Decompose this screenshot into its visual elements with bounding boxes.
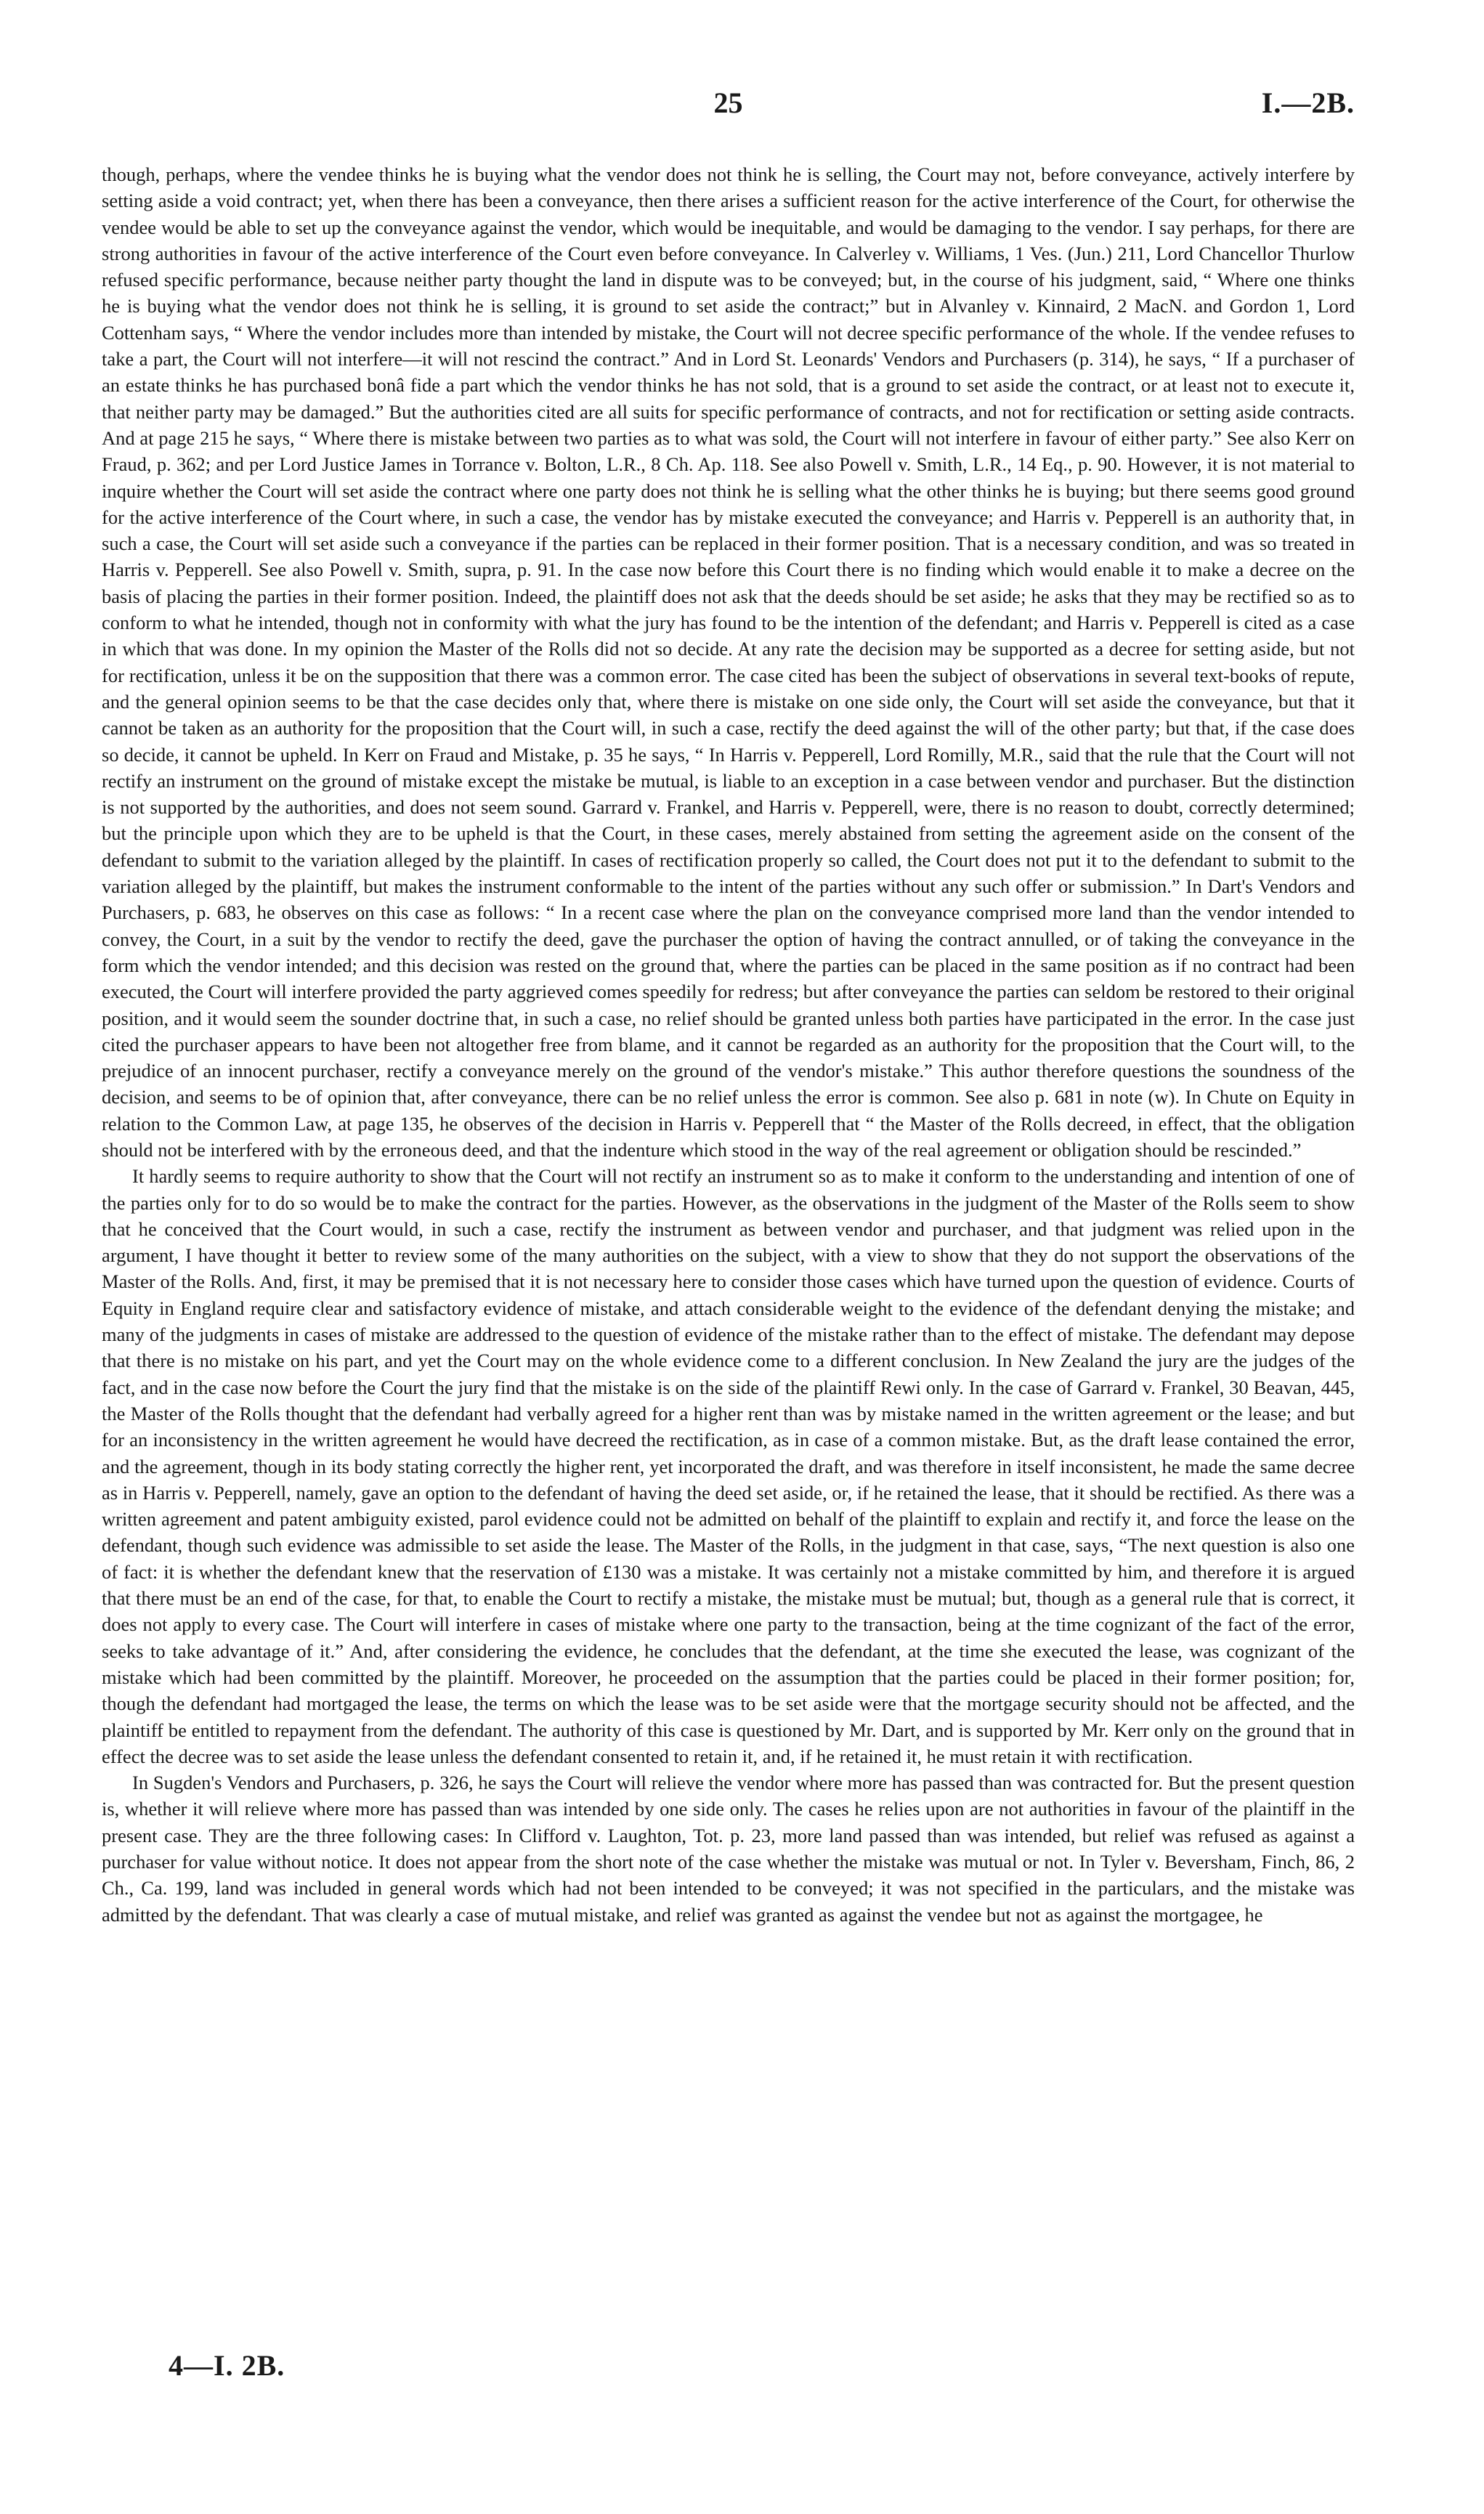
- paragraph-1: though, perhaps, where the vendee thinks he is buying what the vendor does not think he is selling, the Court may not, before conveyance, actively interfere by setting aside a void contract; yet, when there has been a conveyance, then there arises a sufficient reason for the active interference of the Court, for otherwise the vendee would be able to set up the conveyance against the vendor, which would be inequitable, and would be damaging to the vendor. I say perhaps, for there are strong authorities in favour of the active interference of the Court even before conveyance. In Calverley v. Williams, 1 Ves. (Jun.) 211, Lord Chancellor Thurlow refused specific performance, because neither party thought the land in dispute was to be conveyed; but, in the course of his judgment, said, “ Where one thinks he is buying what the vendor does not think he is selling, it is ground to set aside the contract;” but in Alvanley v. Kinnaird, 2 MacN. and Gordon 1, Lord Cottenham says, “ Where the vendor includes more than intended by mistake, the Court will not decree specific performance of the whole. If the vendee refuses to take a part, the Court will not interfere—it will not rescind the contract.” And in Lord St. Leonards' Vendors and Purchasers (p. 314), he says, “ If a purchaser of an estate thinks he has purchased bonâ fide a part which the vendor thinks he has not sold, that is a ground to set aside the contract, or at least not to execute it, that neither party may be damaged.” But the authorities cited are all suits for specific performance of contracts, and not for rectification or setting aside contracts. And at page 215 he says, “ Where there is mistake between two parties as to what was sold, the Court will not interfere in favour of either party.” See also Kerr on Fraud, p. 362; and per Lord Justice James in Torrance v. Bolton, L.R., 8 Ch. Ap. 118. See also Powell v. Smith, L.R., 14 Eq., p. 90. However, it is not material to inquire whether the Court will set aside the contract where one party does not think he is selling what the other thinks he is buying; but there seems good ground for the active interference of the Court where, in such a case, the vendor has by mistake executed the conveyance; and Harris v. Pepperell is an authority that, in such a case, the Court will set aside such a conveyance if the parties can be replaced in their former position. That is a necessary condition, and was so treated in Harris v. Pepperell. See also Powell v. Smith, supra, p. 91. In the case now before this Court there is no finding which would enable it to make a decree on the basis of placing the parties in their former position. Indeed, the plaintiff does not ask that the deeds should be set aside; he asks that they may be rectified so as to conform to what he intended, though not in conformity with what the jury has found to be the intention of the defendant; and Harris v. Pepperell is cited as a case in which that was done. In my opinion the Master of the Rolls did not so decide. At any rate the decision may be supported as a decree for setting aside, but not for rectification, unless it be on the supposition that there was a common error. The case cited has been the subject of observations in several text-books of repute, and the general opinion seems to be that the case decides only that, where there is mistake on one side only, the Court will set aside the conveyance, but that it cannot be taken as an authority for the proposition that the Court will, in such a case, rectify the deed against the will of the other party; but that, if the case does so decide, it cannot be upheld. In Kerr on Fraud and Mistake, p. 35 he says, “ In Harris v. Pepperell, Lord Romilly, M.R., said that the rule that the Court will not rectify an instrument on the ground of mistake except the mistake be mutual, is liable to an exception in a case between vendor and purchaser. But the distinction is not supported by the authorities, and does not seem sound. Garrard v. Frankel, and Harris v. Pepperell, were, there is no reason to doubt, correctly determined; but the principle upon which they are to be upheld is that the Court, in these cases, merely abstained from setting the agreement aside on the consent of the defendant to submit to the variation alleged by the plaintiff. In cases of rectification properly so called, the Court does not put it to the defendant to submit to the variation alleged by the plaintiff, but makes the instrument conformable to the intent of the parties without any such offer or submission.” In Dart's Vendors and Purchasers, p. 683, he observes on this case as follows: “ In a recent case where the plan on the conveyance comprised more land than the vendor intended to convey, the Court, in a suit by the vendor to rectify the deed, gave the purchaser the option of having the contract annulled, or of taking the conveyance in the form which the vendor intended; and this decision was rested on the ground that, where the parties can be placed in the same position as if no contract had been executed, the Court will interfere provided the party aggrieved comes speedily for redress; but after conveyance the parties can seldom be restored to their original position, and it would seem the sounder doctrine that, in such a case, no relief should be granted unless both parties have participated in the error. In the case just cited the purchaser appears to have been not altogether free from blame, and it cannot be regarded as an authority for the proposition that the Court will, to the prejudice of an innocent purchaser, rectify a conveyance merely on the ground of the vendor's mistake.” This author therefore questions the soundness of the decision, and seems to be of opinion that, after conveyance, there can be no relief unless the error is common. See also p. 681 in note (w). In Chute on Equity in relation to the Common Law, at page 135, he observes of the decision in Harris v. Pepperell that “ the Master of the Rolls decreed, in effect, that the obligation should not be interfered with by the erroneous deed, and that the indenture which stood in the way of the real agreement or obligation should be rescinded.”: [102, 163, 1355, 1161]
- paper-reference: I.—2B.: [1261, 86, 1355, 119]
- page-number: 25: [713, 86, 743, 119]
- paragraph-2: It hardly seems to require authority to show that the Court will not rectify an instrument so as to make it conform to the understanding and intention of one of the parties only for to do so would be to make the contract for the parties. However, as the observations in the judgment of the Master of the Rolls seem to show that he conceived that the Court would, in such a case, rectify the instrument as between vendor and purchaser, and that judgment was relied upon in the argument, I have thought it better to review some of the many authorities on the subject, with a view to show that they do not support the observations of the Master of the Rolls. And, first, it may be premised that it is not necessary here to consider those cases which have turned upon the question of evidence. Courts of Equity in England require clear and satisfactory evidence of mistake, and attach considerable weight to the evidence of the defendant denying the mistake; and many of the judgments in cases of mistake are addressed to the question of evidence of the mistake rather than to the effect of mistake. The defendant may depose that there is no mistake on his part, and yet the Court may on the whole evidence come to a different conclusion. In New Zealand the jury are the judges of the fact, and in the case now before the Court the jury find that the mistake is on the side of the plaintiff Rewi only. In the case of Garrard v. Frankel, 30 Beavan, 445, the Master of the Rolls thought that the defendant had verbally agreed for a higher rent than was by mistake named in the written agreement or the lease; and but for an inconsistency in the written agreement he would have decreed the rectification, as in case of a common mistake. But, as the draft lease contained the error, and the agreement, though in its body stating correctly the higher rent, yet incorporated the draft, and was therefore in itself inconsistent, he made the same decree as in Harris v. Pepperell, namely, gave an option to the defendant of having the deed set aside, or, if he retained the lease, that it should be rectified. As there was a written agreement and patent ambiguity existed, parol evidence could not be admitted on behalf of the plaintiff to explain and rectify it, and force the lease on the defendant, though such evidence was admissible to set aside the lease. The Master of the Rolls, in the judgment in that case, says, “The next question is also one of fact: it is whether the defendant knew that the reservation of £130 was a mistake. It was certainly not a mistake committed by him, and therefore it is argued that there must be an end of the case, for that, to enable the Court to rectify a mistake, the mistake must be mutual; but, though as a general rule that is correct, it does not apply to every case. The Court will interfere in cases of mistake where one party to the transaction, being at the time cognizant of the fact of the error, seeks to take advantage of it.” And, after considering the evidence, he concludes that the defendant, at the time she executed the lease, was cognizant of the mistake which had been committed by the plaintiff. Moreover, he proceeded on the assumption that the parties could be placed in their former position; for, though the defendant had mortgaged the lease, the terms on which the lease was to be set aside were that the mortgage security should not be affected, and the plaintiff be entitled to repayment from the defendant. The authority of this case is questioned by Mr. Dart, and is supported by Mr. Kerr only on the ground that in effect the decree was to set aside the lease unless the defendant consented to retain it, and, if he retained it, he must retain it with rectification.: [102, 1165, 1355, 1767]
- paragraph-3: In Sugden's Vendors and Purchasers, p. 326, he says the Court will relieve the vendor where more has passed than was contracted for. But the present question is, whether it will relieve where more has passed than was intended by one side only. The cases he relies upon are not authorities in favour of the plaintiff in the present case. They are the three following cases: In Clifford v. Laughton, Tot. p. 23, more land passed than was intended, but relief was refused as against a purchaser for value without notice. It does not appear from the short note of the case whether the mistake was mutual or not. In Tyler v. Beversham, Finch, 86, 2 Ch., Ca. 199, land was included in general words which had not been intended to be conveyed; it was not specified in the particulars, and the mistake was admitted by the defendant. That was clearly a case of mutual mistake, and relief was granted as against the vendee but not as against the mortgagee, he: [102, 1772, 1355, 1926]
- body-text: [102, 161, 1355, 1928]
- page-header: [102, 86, 1355, 129]
- printer-signature: 4—I. 2B.: [169, 2349, 285, 2382]
